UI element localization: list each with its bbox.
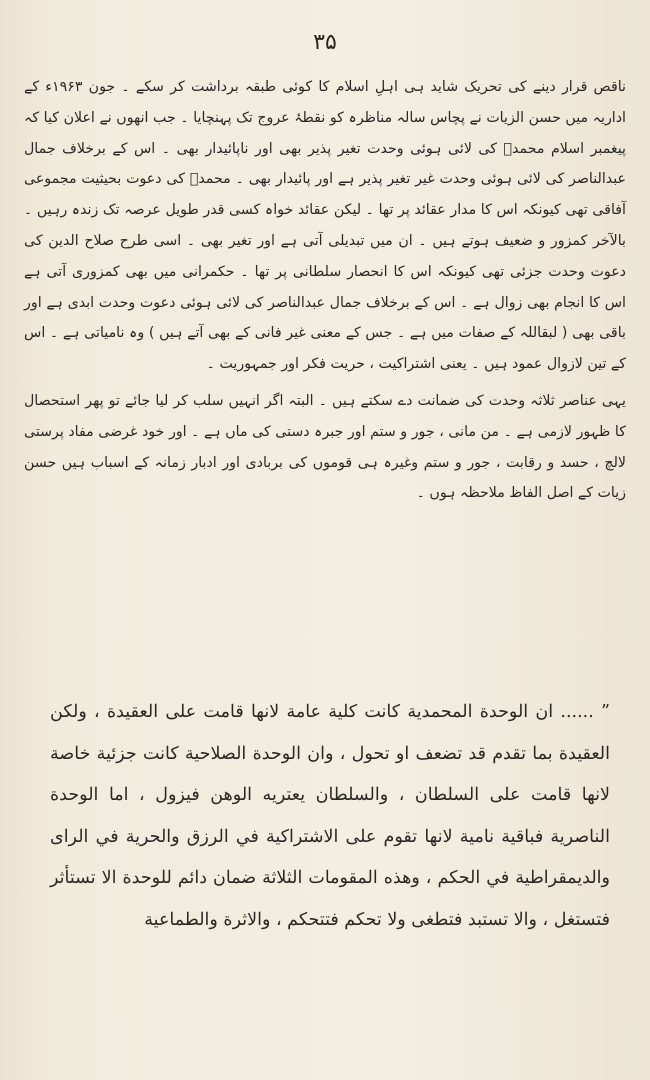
page-number: ۳۵ [313,30,337,55]
arabic-quotation [50,692,610,941]
urdu-paragraph-2: یہی عناصر ثلاثہ وحدت کی ضمانت دے سکتے ہیں ۔ البتہ اگر انہیں سلب کر لیا جائے تو پھر استحصال کا ظہور لازمی ہے ۔ من مانی ، جور و ستم اور جبرہ دستی کی ماں ہے ۔ اور خود غرضی مفاد پرستی لالچ ، حسد و رقابت ، جور و ستم وغیرہ ہی قوموں کی بربادی اور ادبار زمانہ کے اسباب ہیں حسن زیات کے اصل الفاظ ملاحظہ ہوں ۔ [24,392,626,502]
urdu-body-text [24,72,626,509]
arabic-quote-text: ” ...... ان الوحدة المحمدية كانت كلية عامة لانها قامت على العقيدة ، ولكن العقيدة بما تقدم قد تضعف او تحول ، وان الوحدة الصلاحية كانت جزئية خاصة لانها قامت على السلطان ، والسلطان يعتريه الوهن فيزول ، اما الوحدة الناصرية فباقية نامية لانها تقوم على الاشتراكية في الرزق والحرية في الراى والديمقراطية في الحكم ، وهذه المقومات الثلاثة ضمان دائم للوحدة الا تستأثر فتستغل ، والا تستبد فتطغى ولا تحكم فتتحكم ، والاثرة والطماعية [50,702,610,930]
urdu-paragraph-1: ناقص قرار دینے کی تحریک شاید ہی اہلِ اسلام کا کوئی طبقہ برداشت کر سکے ۔ جون ۱۹۶۳ء کے اداریہ میں حسن الزیات نے پچاس سالہ مناظرہ کو نقطۂ عروج تک پہنچایا ۔ جب انھوں نے اعلان کیا کہ پیغمبر اسلام محمدؐ کی لائی ہوئی وحدت تغیر پذیر بھی اور ناپائیدار بھی ۔ اس کے برخلاف جمال عبدالناصر کی لائی ہوئی وحدت غیر تغیر پذیر ہے اور پائیدار بھی ۔ محمدؐ کی دعوت بحیثیت مجموعی آفاقی تھی کیونکہ اس کا مدار عقائد پر تھا ۔ لیکن عقائد خواہ کسی قدر طویل عرصہ تک زندہ رہیں ۔ بالآخر کمزور و ضعیف ہوتے ہیں ۔ ان میں تبدیلی آتی ہے اور تغیر بھی ۔ اسی طرح صلاح الدین کی دعوت وحدت جزئی تھی کیونکہ اس کا انحصار سلطانی پر تھا ۔ حکمرانی میں بھی کمزوری آتی ہے اس کا انجام بھی زوال ہے ۔ اس کے برخلاف جمال عبدالناصر کی لائی ہوئی دعوت وحدت ابدی ہے اور باقی بھی ( لبقاللہ کے صفات میں ہے ۔ جس کے معنی غیر فانی کے بھی آتے ہیں ) وہ نامیاتی ہے ۔ اس کے تین لازوال عمود ہیں ۔ یعنی اشتراکیت ، حریت فکر اور جمہوریت ۔ [24,79,626,373]
